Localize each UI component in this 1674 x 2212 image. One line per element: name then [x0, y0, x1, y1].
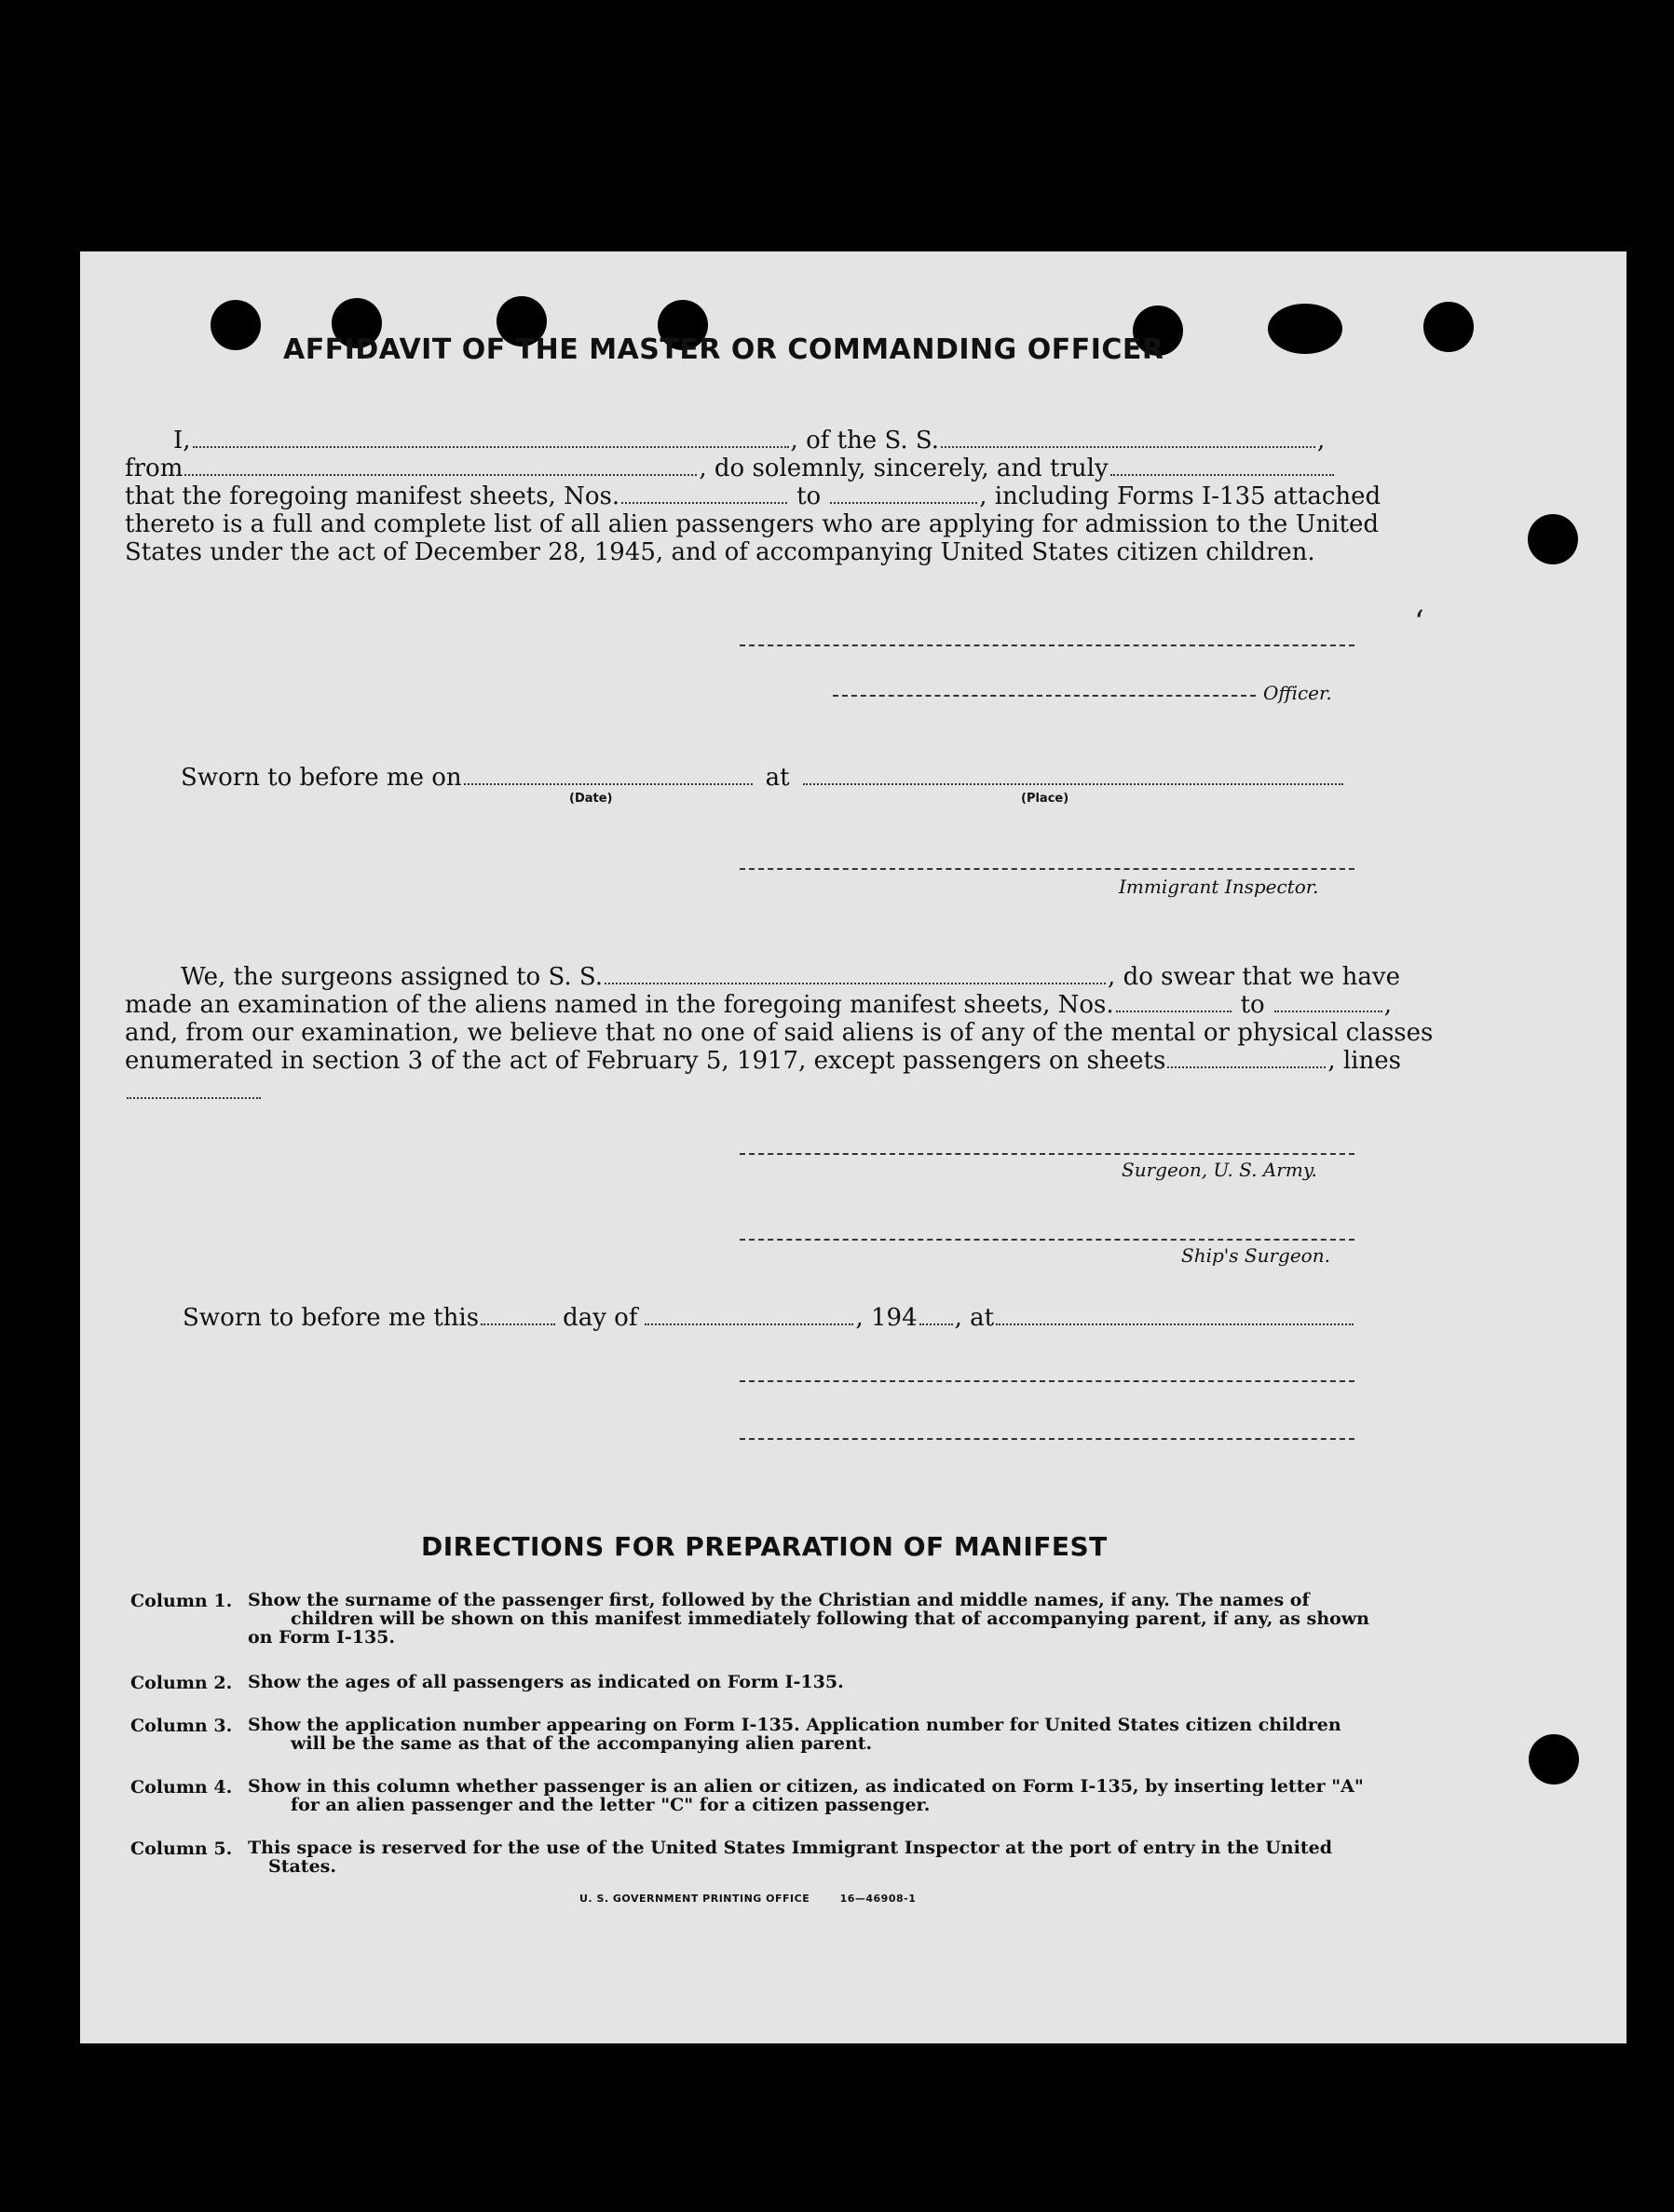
- column-1-label: Column 1.: [130, 1591, 233, 1611]
- blank-exam-from[interactable]: [1116, 1011, 1232, 1012]
- text: children will be shown on this manifest immediately following that of accompanying parent, if any, as shown: [291, 1608, 1369, 1629]
- text: , do solemnly, sincerely, and truly: [699, 455, 1109, 482]
- text: Show the application number appearing on Form I-135. Application number for United States citizen children: [248, 1715, 1341, 1735]
- column-4-text: [248, 1777, 1449, 1814]
- blank-except-lines[interactable]: [127, 1097, 261, 1099]
- inspector-signature-line[interactable]: [740, 868, 1354, 870]
- text: We, the surgeons assigned to S. S.: [181, 963, 604, 991]
- column-3-label: Column 3.: [130, 1716, 233, 1736]
- affidavit-line-5: States under the act of December 28, 1945, and of accompanying United States citizen children.: [125, 538, 1315, 566]
- sworn-inspector-line: [181, 764, 1345, 792]
- directions-title: DIRECTIONS FOR PREPARATION OF MANIFEST: [421, 1531, 1108, 1562]
- blank-sworn-at[interactable]: [996, 1323, 1354, 1325]
- text: that the foregoing manifest sheets, Nos.: [125, 482, 620, 510]
- column-2-label: Column 2.: [130, 1673, 233, 1693]
- column-1-text: [248, 1591, 1449, 1647]
- blank-sheet-from[interactable]: [621, 502, 787, 504]
- text: Show the ages of all passengers as indicated on Form I-135.: [248, 1672, 844, 1692]
- punch-hole: [1528, 514, 1578, 564]
- blank-sworn-place[interactable]: [803, 783, 1343, 785]
- affidavit-line-4: thereto is a full and complete list of all alien passengers who are applying for admission to the United: [125, 510, 1380, 538]
- army-surgeon-label: Surgeon, U. S. Army.: [1122, 1159, 1317, 1181]
- text: at: [765, 764, 790, 792]
- punch-hole: [211, 300, 261, 350]
- column-4-label: Column 4.: [130, 1777, 233, 1798]
- text: Sworn to before me on: [181, 764, 462, 792]
- ship-surgeon-signature-line[interactable]: [740, 1239, 1354, 1241]
- column-2-text: [248, 1673, 1449, 1691]
- text: , 194: [855, 1304, 918, 1332]
- text: , including Forms I-135 attached: [979, 482, 1381, 510]
- affidavit-line-2: [125, 455, 1336, 482]
- affidavit-line-3: [125, 482, 1381, 510]
- surgeons-line-2: [125, 991, 1392, 1019]
- place-caption: (Place): [1021, 792, 1069, 806]
- blank-sworn-date[interactable]: [464, 783, 753, 785]
- signature-line[interactable]: [740, 645, 1354, 646]
- punch-hole: [1529, 1734, 1579, 1785]
- text: Sworn to before me this: [183, 1304, 480, 1332]
- blank-oath[interactable]: [1110, 474, 1334, 476]
- blank-year[interactable]: [919, 1323, 953, 1325]
- text: States.: [268, 1856, 336, 1877]
- army-surgeon-signature-line[interactable]: [740, 1153, 1354, 1155]
- blank-ship-name[interactable]: [941, 446, 1315, 448]
- text: I,: [173, 427, 191, 455]
- blank-port-from[interactable]: [184, 474, 697, 476]
- form-code: 16—46908-1: [839, 1893, 917, 1905]
- text: will be the same as that of the accompanying alien parent.: [291, 1733, 873, 1754]
- officer-signature-line[interactable]: [833, 695, 1256, 697]
- form-page: [80, 251, 1626, 2043]
- text: on Form I-135.: [248, 1627, 396, 1648]
- blank-day[interactable]: [481, 1323, 555, 1325]
- blank-exam-to[interactable]: [1274, 1011, 1382, 1012]
- text: Show the surname of the passenger first, followed by the Christian and middle names, if any. The names of: [248, 1590, 1310, 1610]
- column-5-text: [248, 1839, 1449, 1876]
- text: ,: [1383, 991, 1392, 1019]
- blank-except-sheets[interactable]: [1167, 1066, 1326, 1068]
- blank-sheet-to[interactable]: [830, 502, 977, 504]
- text: from: [125, 455, 184, 482]
- blank-month[interactable]: [645, 1323, 853, 1325]
- signature-line[interactable]: [740, 1438, 1354, 1440]
- stray-mark: ‘: [1414, 604, 1424, 641]
- blank-master-name[interactable]: [193, 446, 789, 448]
- printer-imprint: [579, 1893, 916, 1905]
- column-5-label: Column 5.: [130, 1839, 233, 1859]
- sworn-day-line: [183, 1304, 1355, 1332]
- officer-label: Officer.: [1263, 682, 1332, 704]
- text: , at: [954, 1304, 995, 1332]
- text: , of the S. S.: [790, 427, 940, 455]
- column-3-text: [248, 1716, 1449, 1753]
- text: ,: [1317, 427, 1326, 455]
- date-caption: (Date): [569, 792, 613, 806]
- printer-name: U. S. GOVERNMENT PRINTING OFFICE: [579, 1893, 810, 1905]
- affidavit-title: AFFIDAVIT OF THE MASTER OR COMMANDING OFFICER: [283, 333, 1164, 366]
- text: This space is reserved for the use of the United States Immigrant Inspector at the port of entry in the United: [248, 1838, 1332, 1858]
- surgeons-line-1: [181, 963, 1400, 991]
- text: for an alien passenger and the letter "C" for a citizen passenger.: [291, 1795, 931, 1815]
- signature-line[interactable]: [740, 1380, 1354, 1382]
- text: made an examination of the aliens named in the foregoing manifest sheets, Nos.: [125, 991, 1114, 1019]
- surgeons-line-4: [125, 1047, 1401, 1075]
- ship-surgeon-label: Ship's Surgeon.: [1181, 1244, 1330, 1267]
- text: Show in this column whether passenger is an alien or citizen, as indicated on Form I-135, by inserting letter "A": [248, 1776, 1364, 1797]
- punch-hole: [1423, 302, 1474, 352]
- punch-hole: [1268, 304, 1342, 354]
- text: , do swear that we have: [1108, 963, 1400, 991]
- text: day of: [563, 1304, 638, 1332]
- inspector-label: Immigrant Inspector.: [1119, 875, 1319, 898]
- blank-surgeon-ship[interactable]: [605, 983, 1106, 984]
- text: , lines: [1327, 1047, 1401, 1075]
- surgeons-line-3: and, from our examination, we believe that no one of said aliens is of any of the mental or physical classes: [125, 1019, 1434, 1047]
- text: to: [1240, 991, 1265, 1019]
- text: to: [796, 482, 822, 510]
- text: enumerated in section 3 of the act of February 5, 1917, except passengers on sheets: [125, 1047, 1166, 1075]
- affidavit-line-1: [173, 427, 1325, 455]
